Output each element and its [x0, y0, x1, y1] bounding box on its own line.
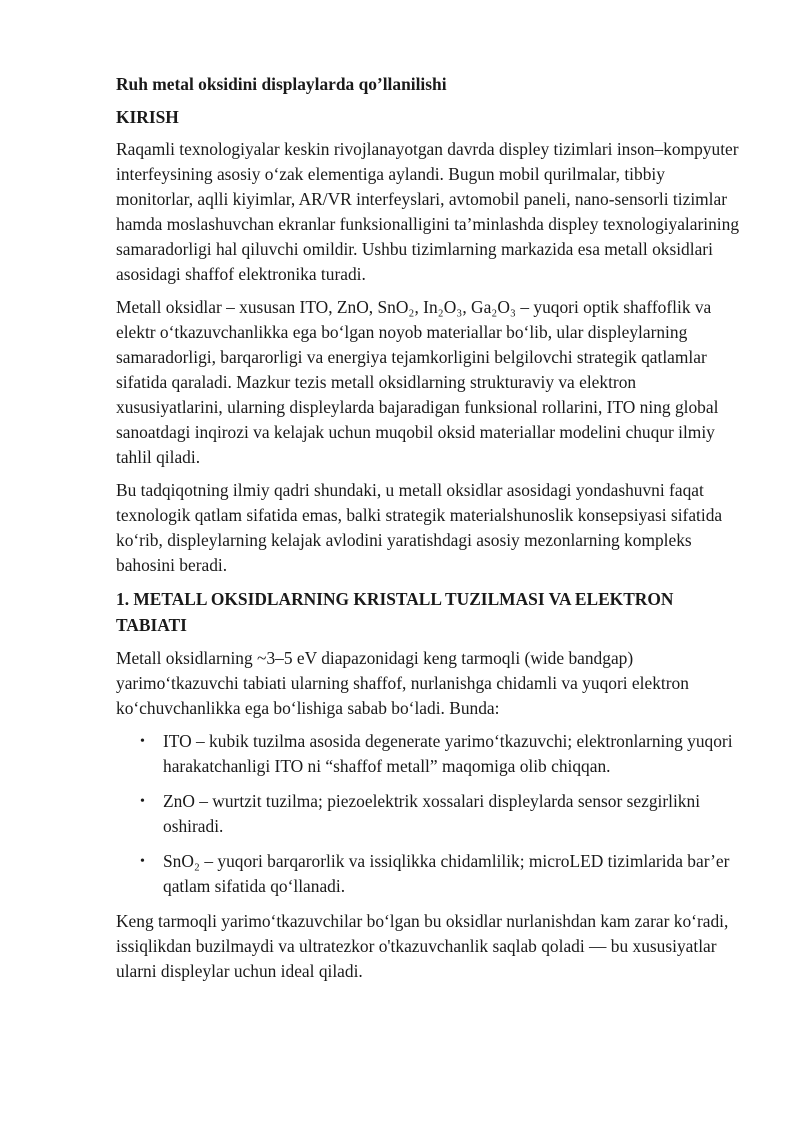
list-item — [116, 849, 746, 899]
bullet-list — [116, 729, 746, 899]
intro-paragraph-3: Bu tadqiqotning ilmiy qadri shundaki, u metall oksidlar asosidagi yondashuvni faqat texnologik qatlam sifatida emas, balki strategik materialshunoslik konsepsiyasi sifatida ko‘rib, displeylarning kelajak avlodini yaratishdagi asosiy mezonlarning kompleks bahosini beradi. — [116, 480, 723, 575]
list-item — [116, 789, 746, 839]
list-item-text: ZnO – wurtzit tuzilma; piezoelektrik xossalari displeylarda sensor sezgirlikni oshiradi. — [163, 791, 701, 836]
section-1-heading: 1. METALL OKSIDLARNING KRISTALL TUZILMASI VA ELEKTRON TABIATI — [116, 589, 674, 635]
intro-paragraph-2: Metall oksidlar – xususan ITO, ZnO, SnO₂, In₂O₃, Ga₂O₃ – yuqori optik shaffoflik va elektr o‘tkazuvchanlikka ega bo‘lgan noyob materiallar bo‘lib, ular displeylarning samaradorligi, barqarorligi va energiya tejamkorligini belgilovchi strategik qatlamlar sifatida qaraladi. Mazkur tezis metall oksidlarning strukturaviy va elektron xususiyatlarini, ularning displeylarda bajaradigan funksional rollarini, ITO ning global sanoatdagi inqirozi va kelajak uchun muqobil oksid materiallar modelini chuqur ilmiy tahlil qiladi. — [116, 297, 719, 467]
intro-paragraph-1: Raqamli texnologiyalar keskin rivojlanayotgan davrda displey tizimlari inson–kompyuter interfeysining asosiy o‘zak elementiga aylandi. Bugun mobil qurilmalar, tibbiy monitorlar, aqlli kiyimlar, AR/VR interfeyslari, avtomobil paneli, nano-sensorli tizimlar hamda moslashuvchan ekranlar funksionalligini ta’minlashda displey texnologiyalarining samaradorligi hal qiluvchi omildir. Ushbu tizimlarning markazida esa metall oksidlari asosidagi shaffof elektronika turadi. — [116, 139, 740, 284]
bullet-icon: • — [140, 794, 145, 809]
list-item — [116, 729, 746, 779]
bullet-icon: • — [140, 854, 145, 869]
list-item-text: ITO – kubik tuzilma asosida degenerate yarimo‘tkazuvchi; elektronlarning yuqori harakatchanligi ITO ni “shaffof metall” maqomiga olib chiqqan. — [163, 731, 733, 776]
section-1-lead: Metall oksidlarning ~3–5 eV diapazonidagi keng tarmoqli (wide bandgap) yarimo‘tkazuvchi tabiati ularning shaffof, nurlanishga chidamli va yuqori elektron ko‘chuvchanlikka ega bo‘lishiga sabab bo‘ladi. Bunda: — [116, 648, 689, 718]
document-page — [116, 72, 746, 992]
list-item-text: SnO₂ – yuqori barqarorlik va issiqlikka chidamlilik; microLED tizimlarida bar’er qatlam sifatida qo‘llanadi. — [163, 851, 730, 896]
bullet-icon: • — [140, 734, 145, 749]
document-title: Ruh metal oksidini displaylarda qo’llanilishi — [116, 74, 447, 94]
section-1-closing: Keng tarmoqli yarimo‘tkazuvchilar bo‘lgan bu oksidlar nurlanishdan kam zarar ko‘radi, issiqlikdan buzilmaydi va ultratezkor o'tkazuvchanlik saqlab qoladi — bu xususiyatlar ularni displeylar uchun ideal qiladi. — [116, 911, 729, 981]
intro-heading: KIRISH — [116, 107, 179, 127]
